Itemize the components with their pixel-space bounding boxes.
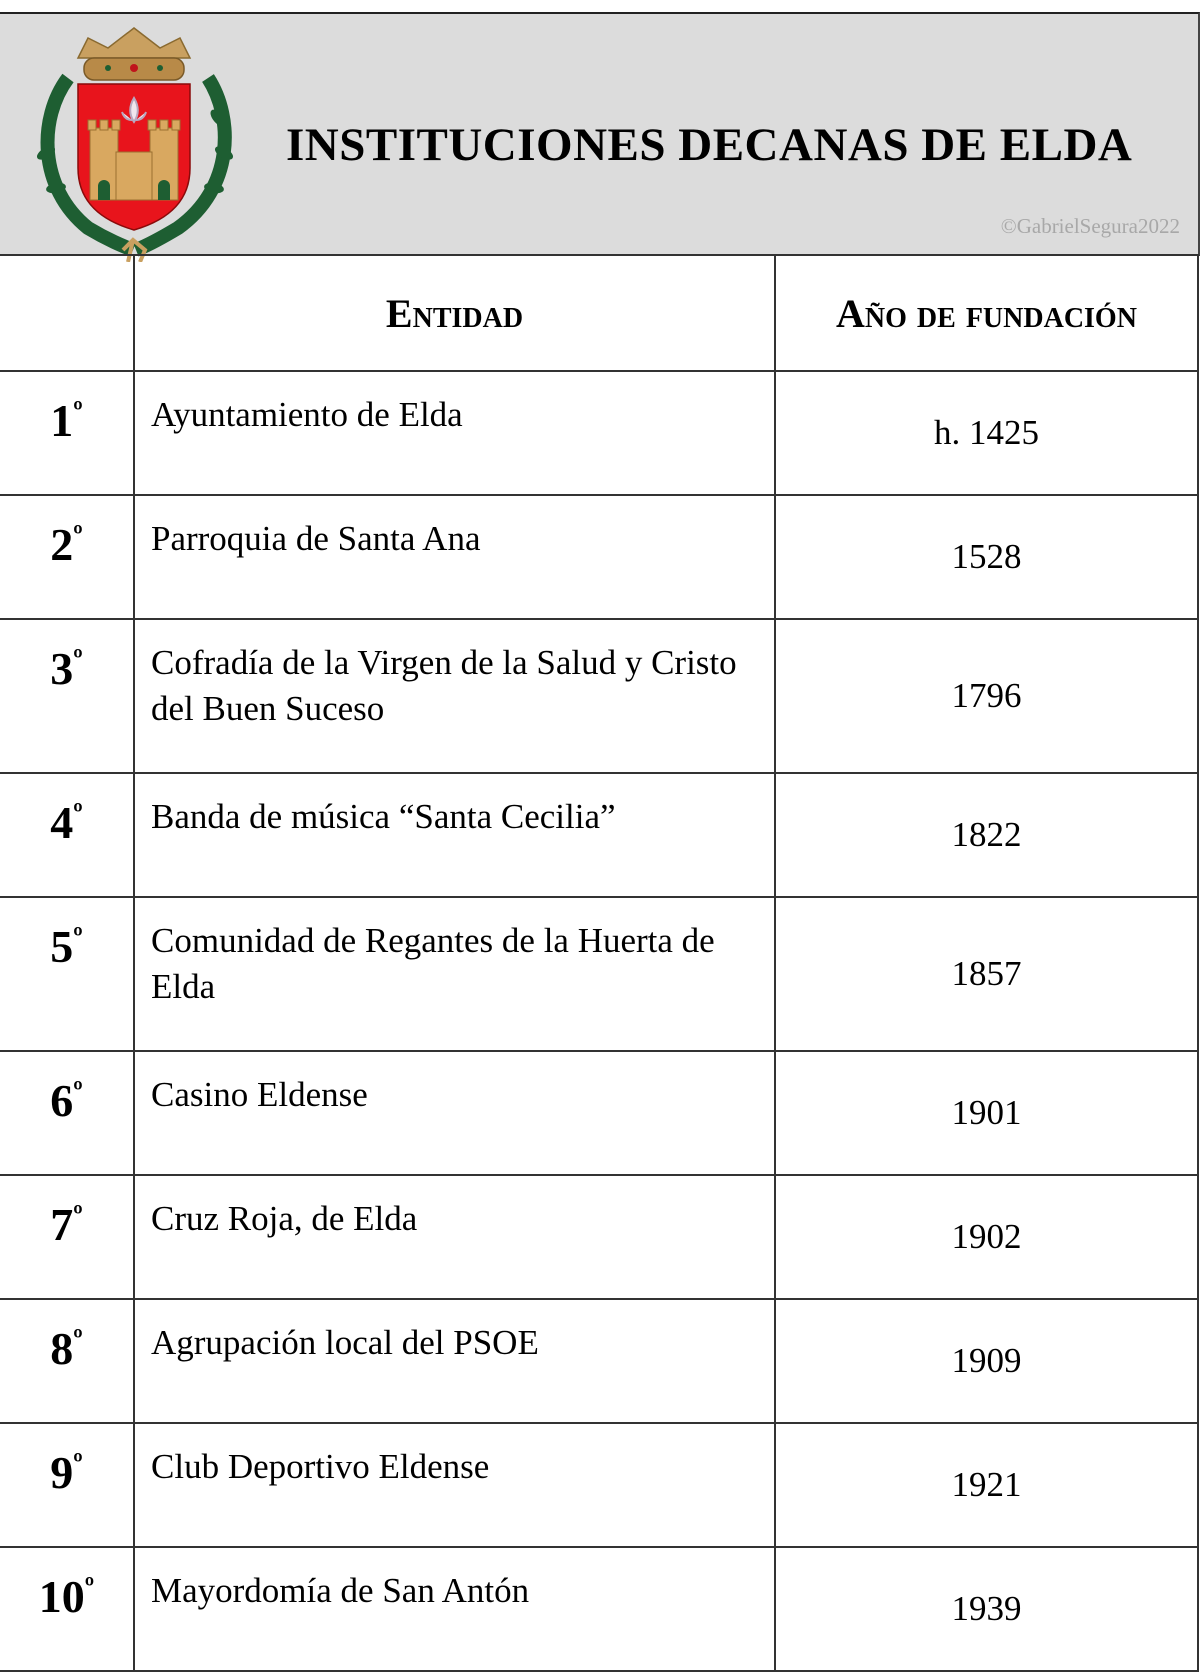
- copyright-watermark: ©GabrielSegura2022: [1000, 214, 1180, 238]
- entity-cell: Comunidad de Regantes de la Huerta de Elda: [134, 897, 775, 1051]
- year-cell: 1796: [775, 619, 1198, 773]
- rank-cell: $5^º$: [0, 897, 134, 1051]
- table-row: [0, 1299, 1198, 1423]
- entity-cell: Casino Eldense: [134, 1051, 775, 1175]
- year-cell: 1857: [775, 897, 1198, 1051]
- year-cell: 1902: [775, 1175, 1198, 1299]
- entity-cell: Cruz Roja, de Elda: [134, 1175, 775, 1299]
- header-year: Año de fundación: [775, 255, 1198, 371]
- rank-cell: $9^º$: [0, 1423, 134, 1547]
- rank-cell: $2^º$: [0, 495, 134, 619]
- rank-cell: $8^º$: [0, 1299, 134, 1423]
- year-cell: 1909: [775, 1299, 1198, 1423]
- header-rank: [0, 255, 134, 371]
- table-row: [0, 1423, 1198, 1547]
- table-row: [0, 619, 1198, 773]
- year-cell: 1901: [775, 1051, 1198, 1175]
- rank-cell: $6^º$: [0, 1051, 134, 1175]
- year-cell: 1921: [775, 1423, 1198, 1547]
- year-cell: 1822: [775, 773, 1198, 897]
- year-cell: 1528: [775, 495, 1198, 619]
- table-row: [0, 495, 1198, 619]
- entity-cell: Banda de música “Santa Cecilia”: [134, 773, 775, 897]
- rank-cell: $1^º$: [0, 371, 134, 495]
- year-cell: 1939: [775, 1547, 1198, 1671]
- entity-cell: Agrupación local del PSOE: [134, 1299, 775, 1423]
- header-banner: [0, 12, 1200, 256]
- table-header-row: [0, 255, 1198, 371]
- rank-cell: $10^º$: [0, 1547, 134, 1671]
- table-row: [0, 1175, 1198, 1299]
- entity-cell: Cofradía de la Virgen de la Salud y Cristo del Buen Suceso: [134, 619, 775, 773]
- table-row: [0, 897, 1198, 1051]
- rank-cell: $7^º$: [0, 1175, 134, 1299]
- entity-cell: Mayordomía de San Antón: [134, 1547, 775, 1671]
- rank-cell: $4^º$: [0, 773, 134, 897]
- entity-cell: Club Deportivo Eldense: [134, 1423, 775, 1547]
- entity-cell: Parroquia de Santa Ana: [134, 495, 775, 619]
- elda-coat-of-arms-icon: [28, 18, 240, 262]
- year-cell: h. 1425: [775, 371, 1198, 495]
- table-row: [0, 371, 1198, 495]
- table-row: [0, 773, 1198, 897]
- table-row: [0, 1547, 1198, 1671]
- rank-cell: $3^º$: [0, 619, 134, 773]
- institutions-table: [0, 254, 1199, 1672]
- table-row: [0, 1051, 1198, 1175]
- entity-cell: Ayuntamiento de Elda: [134, 371, 775, 495]
- header-entity: Entidad: [134, 255, 775, 371]
- document-title: INSTITUCIONES DECANAS DE ELDA: [286, 119, 1133, 171]
